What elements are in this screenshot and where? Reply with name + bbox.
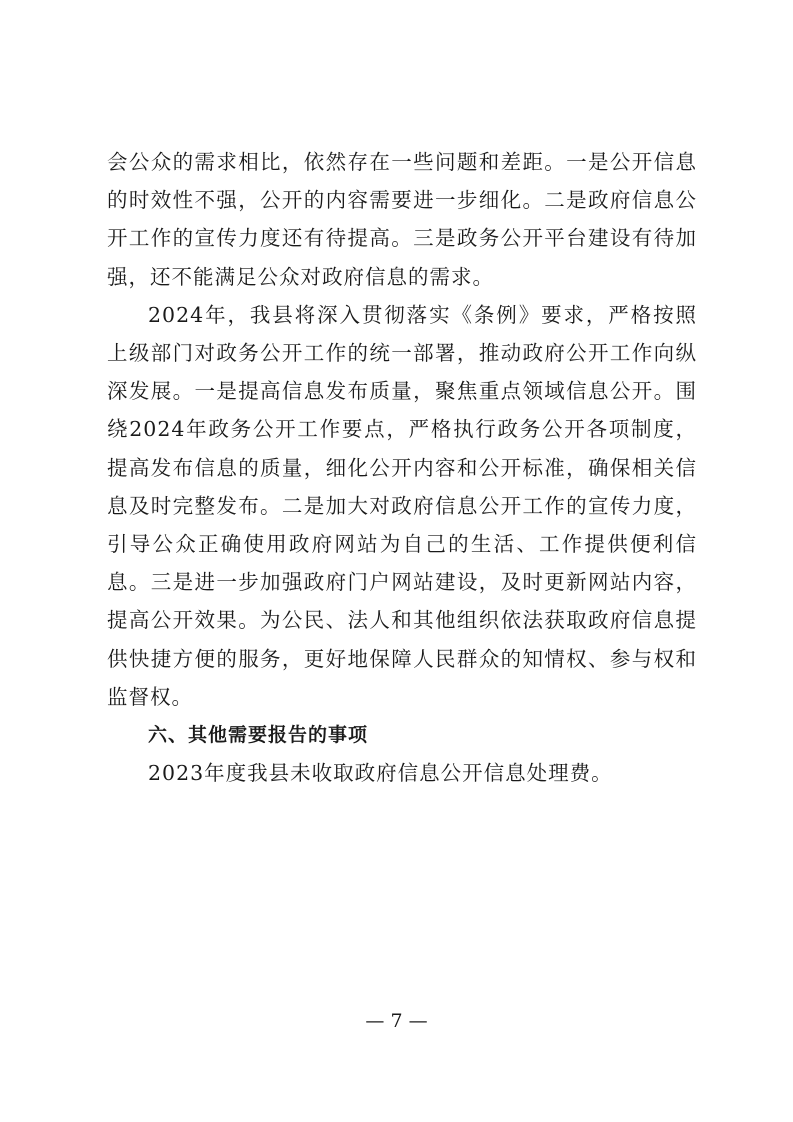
document-body (107, 143, 697, 792)
section-heading: 六、其他需要报告的事项 (148, 724, 369, 747)
section-body: 2023年度我县未收取政府信息公开信息处理费。 (148, 761, 613, 786)
paragraph-continuation: 会公众的需求相比，依然存在一些问题和差距。一是公开信息的时效性不强，公开的内容需要进一步细化。二是政府信息公开工作的宣传力度还有待提高。三是政务公开平台建设有待加强，还不能满足公众对政府信息的需求。 (107, 150, 697, 289)
paragraph-2024-plan: 2024年，我县将深入贯彻落实《条例》要求，严格按照上级部门对政务公开工作的统一部署，推动政府公开工作向纵深发展。一是提高信息发布质量，聚焦重点领域信息公开。围绕2024年政务公开工作要点，严格执行政务公开各项制度，提高发布信息的质量，细化公开内容和公开标准，确保相关信息及时完整发布。二是加大对政府信息公开工作的宣传力度，引导公众正确使用政府网站为自己的生活、工作提供便利信息。三是进一步加强政府门户网站建设，及时更新网站内容，提高公开效果。为公民、法人和其他组织依法获取政府信息提供快捷方便的服务，更好地保障人民群众的知情权、参与权和监督权。 (107, 302, 697, 709)
page-number: — 7 — (365, 1010, 428, 1032)
